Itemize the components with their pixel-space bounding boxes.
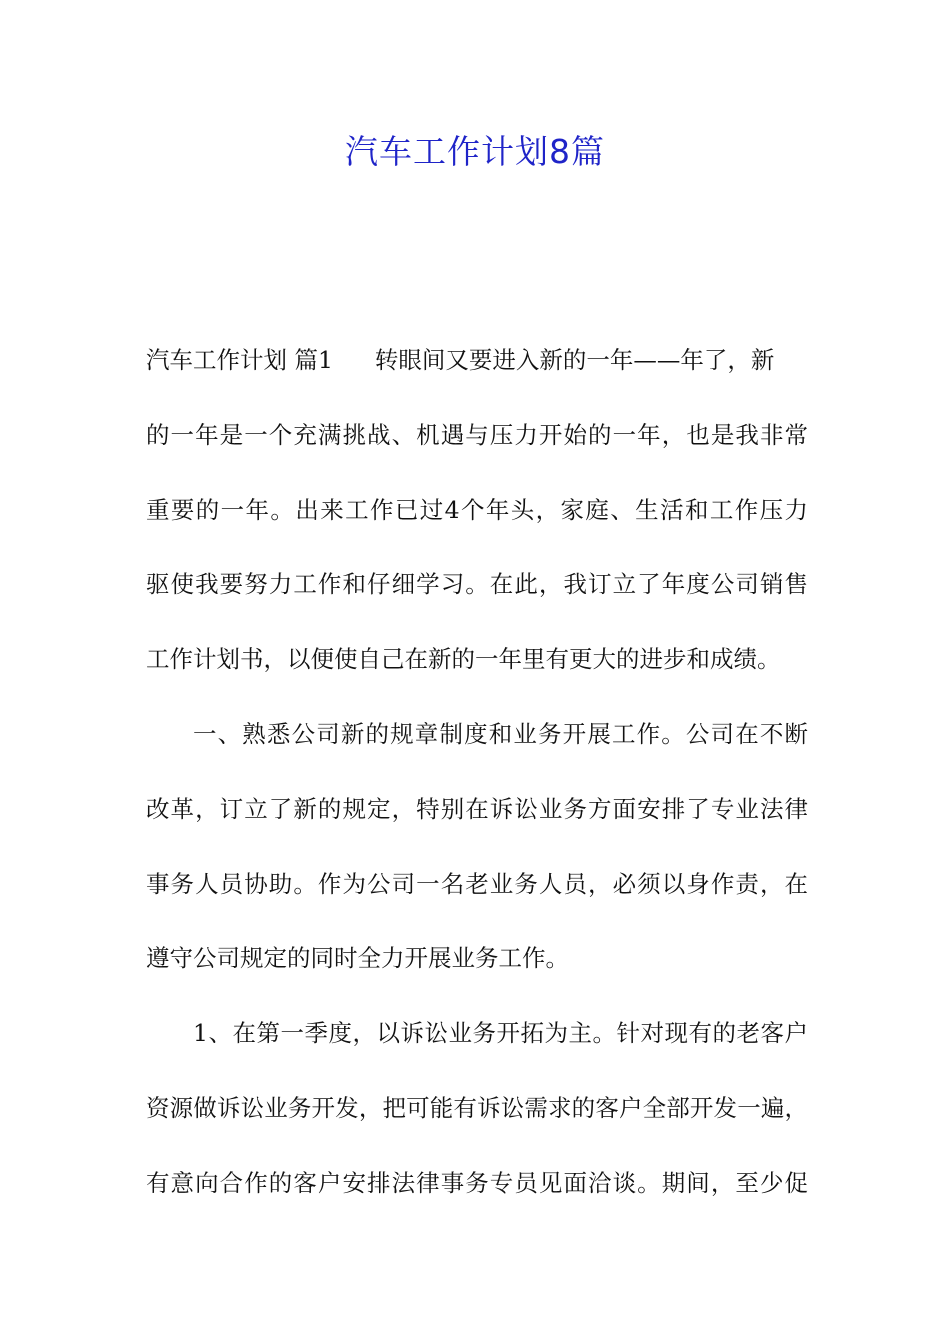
- paragraph-line: 的一年是一个充满挑战、机遇与压力开始的一年，也是我非常: [146, 420, 808, 449]
- paragraph-line: 资源做诉讼业务开发，把可能有诉讼需求的客户全部开发一遍，: [146, 1093, 808, 1122]
- paragraph-line: 遵守公司规定的同时全力开展业务工作。: [146, 944, 569, 973]
- paragraph-line: [146, 338, 808, 413]
- paragraph-line: 驱使我要努力工作和仔细学习。在此，我订立了年度公司销售: [146, 570, 808, 599]
- document-body: [146, 338, 808, 1236]
- paragraph-line: 一、熟悉公司新的规章制度和业务开展工作。公司在不断: [193, 719, 808, 748]
- paragraph-line: 1、在第一季度，以诉讼业务开拓为主。针对现有的老客户: [193, 1019, 808, 1048]
- paragraph-line: 事务人员协助。作为公司一名老业务人员，必须以身作责，在: [146, 869, 808, 898]
- section-heading: 汽车工作计划 篇1: [146, 346, 333, 374]
- paragraph-line: 有意向合作的客户安排法律事务专员见面洽谈。期间，至少促: [146, 1168, 808, 1197]
- paragraph-line: 重要的一年。出来工作已过4个年头，家庭、生活和工作压力: [146, 495, 808, 524]
- document-title: 汽车工作计划8篇: [345, 132, 605, 171]
- line-text: 转眼间又要进入新的一年——年了，新: [374, 346, 775, 374]
- paragraph-line: 工作计划书，以便使自己在新的一年里有更大的进步和成绩。: [146, 645, 781, 674]
- paragraph-line: 改革，订立了新的规定，特别在诉讼业务方面安排了专业法律: [146, 794, 808, 823]
